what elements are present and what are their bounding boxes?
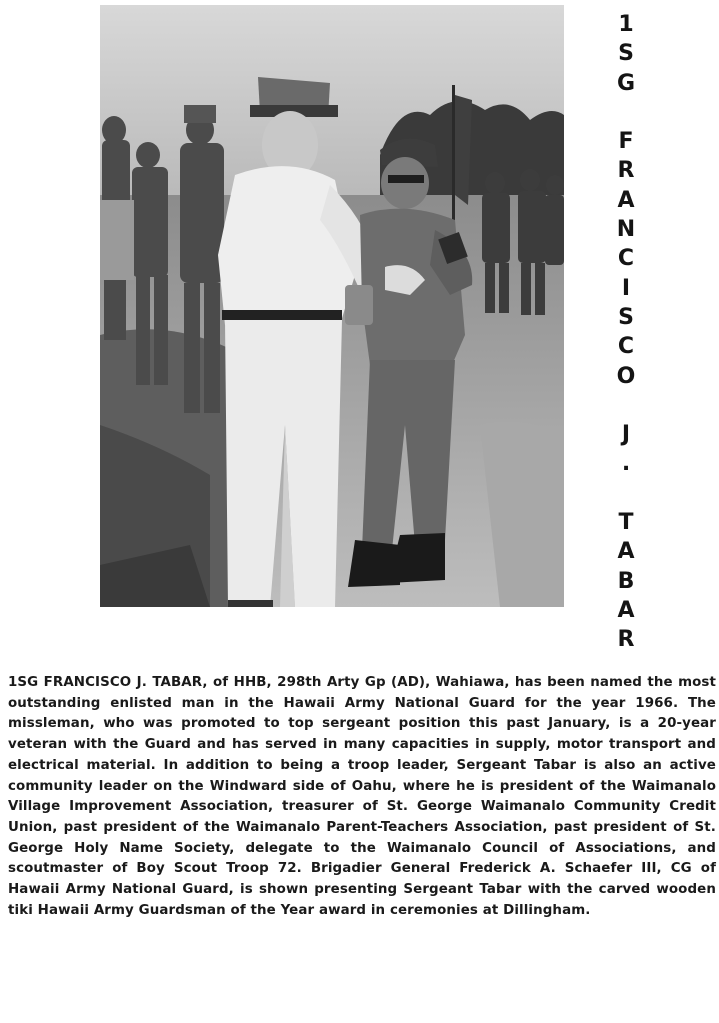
vertical-title-letter: C [617, 246, 635, 272]
vertical-title-letter: N [616, 217, 636, 243]
vertical-title-letter: 1 [618, 12, 634, 37]
vertical-title-letter: F [618, 129, 634, 155]
vertical-title-gap [606, 98, 646, 127]
vertical-title-letter: C [617, 334, 635, 360]
vertical-title-letter: R [617, 627, 635, 653]
vertical-title-letter: . [621, 451, 631, 477]
vertical-title-gap [606, 479, 646, 508]
vertical-title [606, 10, 646, 653]
vertical-title-letter: A [617, 597, 635, 623]
vertical-title-letter: T [618, 510, 634, 536]
vertical-title-letter: B [617, 568, 635, 594]
vertical-title-letter: G [616, 70, 636, 96]
vertical-title-letter: R [617, 158, 635, 184]
vertical-title-letter: I [621, 275, 631, 301]
vertical-title-letter: S [618, 41, 634, 67]
vertical-title-gap [606, 391, 646, 420]
vertical-title-letter: S [618, 304, 634, 330]
photo-caption: 1SG FRANCISCO J. TABAR, of HHB, 298th Arty Gp (AD), Wahiawa, has been named the most outstanding enlisted man in the Hawaii Army National Guard for the year 1966. The missleman, who was promoted to top sergeant position this past January, is a 20-year veteran with the Guard and has served in many capacities in supply, motor transport and electrical material. In addition to being a troop leader, Sergeant Tabar is also an active community leader on the Windward side of Oahu, where he is president of the Waimanalo Village Improvement Association, treasurer of St. George Waimanalo Community Credit Union, past president of the Waimanalo Parent-Teachers Association, past president of St. George Holy Name Society, delegate to the Waimanalo Council of Associations, and scoutmaster of Boy Scout Troop 72. Brigadier General Frederick A. Schaefer III, CG of Hawaii Army National Guard, is shown presenting Sergeant Tabar with the carved wooden tiki Hawaii Army Guardsman of the Year award in ceremonies at Dillingham. [8, 675, 716, 918]
vertical-title-letter: A [617, 187, 635, 213]
vertical-title-letter: J [621, 422, 631, 448]
ceremony-photo-graphic [100, 5, 564, 607]
vertical-title-letter: A [617, 539, 635, 565]
vertical-title-letter: O [616, 363, 636, 389]
ceremony-photo [100, 5, 564, 607]
